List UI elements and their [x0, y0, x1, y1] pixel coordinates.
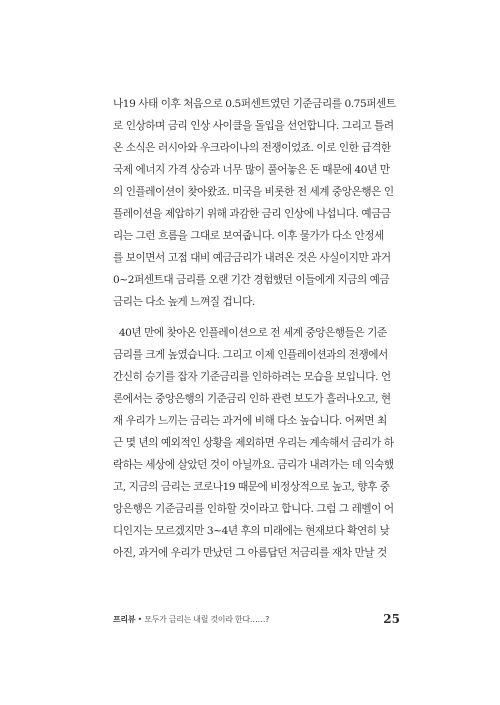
- text-line: 앙은행은 기준금리를 인하할 것이라고 합니다. 그럼 그 레벨이 어: [113, 503, 394, 515]
- paragraph-2: [113, 322, 400, 564]
- text-line: 온 소식은 러시아와 우크라이나의 전쟁이었죠. 이로 인한 급격한: [113, 142, 391, 154]
- running-head-section: 프리뷰: [113, 614, 136, 624]
- text-line: 고, 지금의 금리는 코로나19 때문에 비정상적으로 높고, 향후 중: [113, 481, 390, 493]
- text-line: 로 인상하며 금리 인상 사이클을 돌입을 선언합니다. 그리고 틀려: [113, 120, 394, 132]
- text-line: 의 인플레이션이 찾아왔죠. 미국을 비롯한 전 세계 중앙은행은 인: [113, 186, 394, 198]
- text-line: 간신히 승기를 잡자 기준금리를 인하하려는 모습을 보입니다. 언: [113, 371, 391, 383]
- text-line: 재 우리가 느끼는 금리는 과거에 비해 다소 높습니다. 어쩌면 최: [113, 415, 387, 427]
- text-line: 아진, 과거에 우리가 만났던 그 아름답던 저금리를 재차 만날 것: [113, 547, 387, 559]
- text-line: 리는 그런 흐름을 그대로 보여줍니다. 이후 물가가 다소 안정세: [113, 230, 384, 242]
- text-line: 론에서는 중앙은행의 기준금리 인하 관련 보도가 흘러나오고, 현: [113, 393, 391, 405]
- text-line: 플레이션을 제압하기 위해 과감한 금리 인상에 나섭니다. 예금금: [113, 208, 391, 220]
- text-line: 금리는 다소 높게 느껴질 겁니다.: [113, 296, 255, 308]
- text-line: 를 보이면서 고점 대비 예금금리가 내려온 것은 사실이지만 과거: [113, 252, 391, 264]
- paragraph-spacer: [113, 313, 400, 322]
- page-number: 25: [383, 612, 400, 626]
- text-line: 국제 에너지 가격 상승과 너무 많이 풀어놓은 돈 때문에 40년 만: [113, 164, 390, 176]
- text-line: 락하는 세상에 살았던 것이 아닐까요. 금리가 내려가는 데 익숙했: [113, 459, 394, 471]
- text-line: 40년 만에 찾아온 인플레이션으로 전 세계 중앙은행들은 기준: [113, 327, 387, 339]
- body-text: [113, 93, 400, 564]
- text-line: 0~2퍼센트대 금리를 오랜 기간 경험했던 이들에게 지금의 예금: [113, 274, 390, 286]
- text-line: 나19 사태 이후 처음으로 0.5퍼센트였던 기준금리를 0.75퍼센트: [113, 98, 396, 110]
- text-line: 디인지는 모르겠지만 3~4년 후의 미래에는 현재보다 확연히 낮: [113, 525, 390, 537]
- running-head: [113, 614, 269, 625]
- page-footer: [113, 609, 400, 629]
- text-line: 근 몇 년의 예외적인 상황을 제외하면 우리는 계속해서 금리가 하: [113, 437, 394, 449]
- running-head-separator: •: [137, 614, 142, 624]
- text-line: 금리를 크게 높였습니다. 그리고 이제 인플레이션과의 전쟁에서: [113, 349, 388, 361]
- running-head-chapter-title: 모두가 금리는 내릴 것이라 한다……?: [144, 614, 270, 624]
- paragraph-1: [113, 93, 400, 313]
